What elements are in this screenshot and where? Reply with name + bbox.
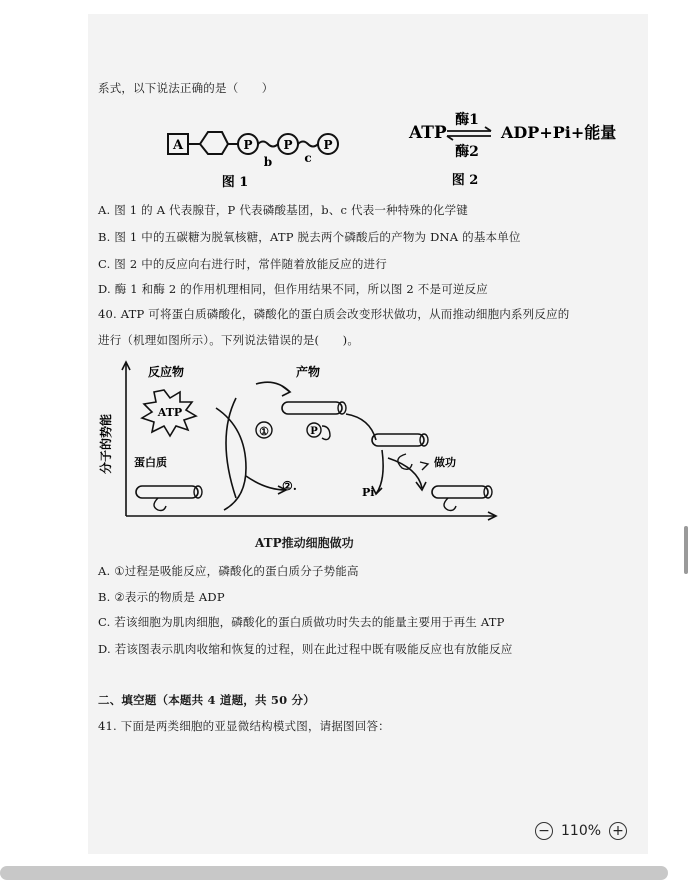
figure-atp-drives-work (96, 358, 516, 528)
vertical-scrollbar-thumb[interactable] (684, 526, 688, 574)
fig1-label-b: b (263, 155, 273, 169)
fig2-enzyme2: 酶2 (455, 144, 479, 160)
svg-text:ATP: ATP (157, 406, 183, 419)
y-axis-label: 分子的势能 (99, 413, 113, 474)
zoom-out-button[interactable] (535, 822, 553, 840)
fig2-enzyme1: 酶1 (455, 112, 479, 128)
q39-option-d: D. 酶 1 和酶 2 的作用机理相同，但作用结果不同，所以图 2 不是可逆反应 (98, 282, 489, 296)
fig2-caption: 图 2 (451, 173, 479, 188)
q39-option-c: C. 图 2 中的反应向右进行时，常伴随着放能反应的进行 (98, 257, 387, 271)
q39-option-a: A. 图 1 的 A 代表腺苷，P 代表磷酸基团，b、c 代表一种特殊的化学键 (98, 203, 469, 217)
pi-label: Pi (362, 486, 375, 499)
q40-option-d: D. 若该图表示肌肉收缩和恢复的过程，则在此过程中既有吸能反应也有放能反应 (98, 642, 513, 656)
q39-option-b: B. 图 1 中的五碳糖为脱氧核糖，ATP 脱去两个磷酸后的产物为 DNA 的基本单位 (98, 230, 521, 244)
q40-stem-line2: 进行（机理如图所示）。下列说法错误的是( )。 (98, 333, 360, 347)
reactant-label: 反应物 (148, 365, 185, 379)
figure-2-atp-reaction (405, 108, 625, 188)
zoom-level: 110% (561, 823, 602, 839)
zoom-in-button[interactable] (609, 822, 627, 840)
fig2-atp: ATP (409, 123, 447, 143)
fig1-caption: 图 1 (221, 175, 249, 190)
q40-option-a: A. ①过程是吸能反应，磷酸化的蛋白质分子势能高 (98, 564, 359, 578)
zoom-control (535, 820, 627, 842)
minus-icon: − (538, 823, 550, 839)
figure-1-atp-structure (160, 120, 350, 190)
q41-stem: 41. 下面是两类细胞的亚显微结构模式图，请据图回答： (98, 719, 390, 733)
svg-text:P: P (283, 138, 293, 152)
step-1: ① (259, 425, 269, 438)
svg-text:P: P (243, 138, 253, 152)
svg-text:P: P (323, 138, 333, 152)
phosphate-p: P (310, 426, 318, 437)
fig1-label-c: c (304, 151, 312, 165)
q40-stem-line1: 40. ATP 可将蛋白质磷酸化，磷酸化的蛋白质会改变形状做功，从而推动细胞内系列反应的 (98, 307, 570, 321)
plus-icon: + (612, 823, 624, 839)
q40-option-c: C. 若该细胞为肌肉细胞，磷酸化的蛋白质做功时失去的能量主要用于再生 ATP (98, 615, 505, 629)
ribose-pentagon (200, 132, 228, 154)
horizontal-scrollbar[interactable] (0, 866, 668, 880)
fig1-label-a: A (172, 138, 184, 153)
section-2-heading: 二、填空题（本题共 4 道题，共 50 分） (98, 693, 315, 707)
protein-label: 蛋白质 (134, 456, 167, 469)
fig2-products: ADP+Pi+能量 (501, 123, 617, 142)
figure-40-caption: ATP推动细胞做功 (255, 536, 354, 550)
work-label: 做功 (434, 456, 456, 469)
q40-option-b: B. ②表示的物质是 ADP (98, 590, 225, 604)
step-2: ②. (282, 479, 297, 493)
product-label: 产物 (296, 365, 321, 379)
question-intro: 系式，以下说法正确的是（ ） (98, 81, 274, 95)
